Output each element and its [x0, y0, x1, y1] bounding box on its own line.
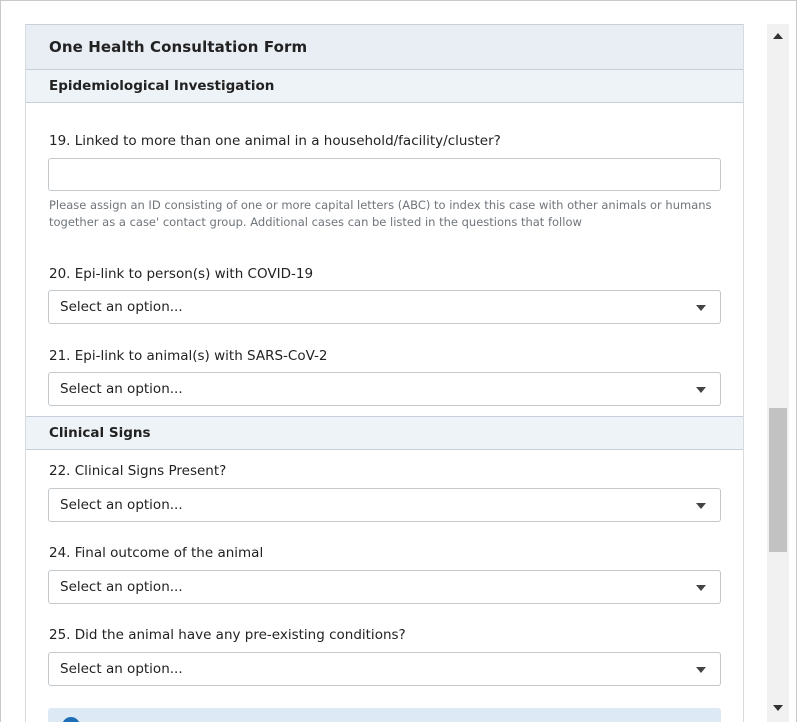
scrollbar-thumb[interactable] [769, 408, 787, 552]
info-banner [48, 708, 721, 722]
chevron-down-icon [696, 305, 706, 311]
question-21-label: 21. Epi-link to animal(s) with SARS-CoV-2 [49, 348, 328, 364]
section-header-clinical-signs: Clinical Signs [25, 416, 744, 450]
cluster-id-input[interactable] [48, 158, 721, 191]
select-value: Select an option... [60, 299, 183, 315]
chevron-down-icon [696, 503, 706, 509]
arrow-down-icon[interactable] [773, 705, 783, 711]
final-outcome-select[interactable] [48, 570, 721, 604]
select-value: Select an option... [60, 579, 183, 595]
chevron-down-icon [696, 667, 706, 673]
question-25-label: 25. Did the animal have any pre-existing conditions? [49, 627, 406, 643]
epi-link-animal-select[interactable] [48, 372, 721, 406]
form-card [25, 24, 744, 722]
pre-existing-conditions-select[interactable] [48, 652, 721, 686]
section-header-epidemiological: Epidemiological Investigation [25, 69, 744, 103]
cluster-id-help-text: Please assign an ID consisting of one or more capital letters (ABC) to index this case with other animals or humans together as a case' contact group. Additional cases can be listed in the questions that follow [49, 198, 712, 229]
chevron-down-icon [696, 585, 706, 591]
select-value: Select an option... [60, 497, 183, 513]
arrow-up-icon[interactable] [773, 33, 783, 39]
select-value: Select an option... [60, 381, 183, 397]
clinical-signs-select[interactable] [48, 488, 721, 522]
select-value: Select an option... [60, 661, 183, 677]
epi-link-person-select[interactable] [48, 290, 721, 324]
info-icon [62, 717, 80, 722]
form-title: One Health Consultation Form [25, 24, 744, 70]
question-24-label: 24. Final outcome of the animal [49, 545, 264, 561]
question-20-label: 20. Epi-link to person(s) with COVID-19 [49, 266, 314, 282]
question-19-label: 19. Linked to more than one animal in a household/facility/cluster? [49, 133, 501, 149]
chevron-down-icon [696, 387, 706, 393]
question-22-label: 22. Clinical Signs Present? [49, 463, 227, 479]
vertical-scrollbar[interactable] [767, 24, 789, 722]
